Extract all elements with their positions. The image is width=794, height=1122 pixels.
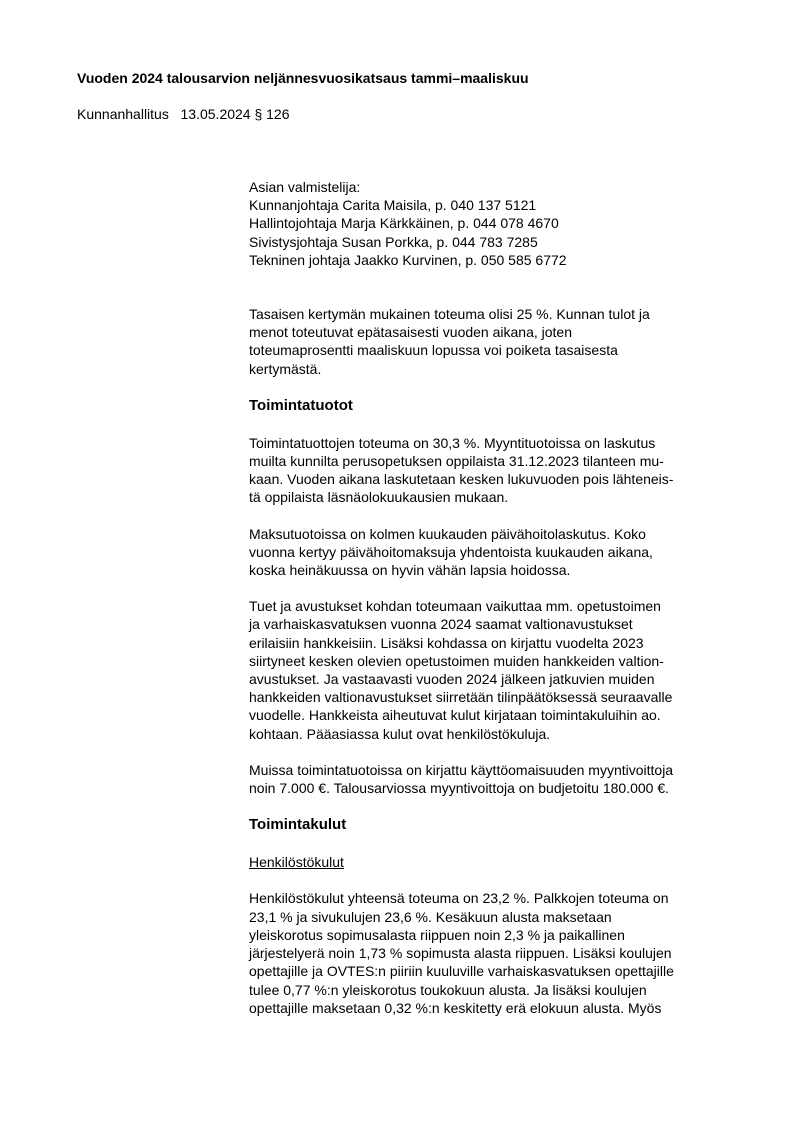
section-heading-toimintatuotot: Toimintatuotot (249, 396, 353, 414)
text-line: ja varhaiskasvatuksen vuonna 2024 saamat valtionavustukset (249, 616, 633, 633)
text-line: Muissa toimintatuotoissa on kirjattu käyttöomaisuuden myyntivoittoja (249, 761, 674, 778)
text-line: vuonna kertyy päivähoitomaksuja yhdentoista kuukauden aikana, (249, 543, 653, 560)
paragraph-henkilostokulut (249, 889, 737, 1016)
document-body (249, 178, 737, 1017)
preparer-entry: Tekninen johtaja Jaakko Kurvinen, p. 050 585 6772 (249, 251, 567, 268)
text-line: vuodelle. Hankkeista aiheutuvat kulut kirjataan toimintakuluihin ao. (249, 707, 661, 724)
text-line: yleiskorotus sopimusalasta riippuen noin 2,3 % ja paikallinen (249, 926, 625, 943)
text-line: Tasaisen kertymän mukainen toteuma olisi 25 %. Kunnan tulot ja (249, 306, 650, 323)
text-line: hankkeiden valtionavustukset siirretään tilinpäätöksessä seuraavalle (249, 689, 673, 706)
text-line: tulee 0,77 %:n yleiskorotus toukokuun alusta. Ja lisäksi koulujen (249, 981, 647, 998)
text-line: koska heinäkuussa on hyvin vähän lapsia hoidossa. (249, 562, 571, 579)
text-line: Henkilöstökulut yhteensä toteuma on 23,2 %. Palkkojen toteuma on (249, 890, 669, 907)
meeting-reference: Kunnanhallitus 13.05.2024 § 126 (77, 106, 290, 122)
preparers-label: Asian valmistelija: (249, 179, 361, 195)
text-line: Tuet ja avustukset kohdan toteumaan vaikuttaa mm. opetustoimen (249, 598, 661, 615)
paragraph-toimintatuotot-4 (249, 761, 737, 797)
intro-paragraph (249, 305, 737, 378)
subheading-text: Henkilöstökulut (249, 854, 344, 871)
text-line: toteumaprosentti maaliskuun lopussa voi poiketa tasaisesta (249, 342, 618, 359)
text-line: kaan. Vuoden aikana laskutetaan kesken lukuvuoden pois lähteneis- (249, 471, 674, 488)
text-line: avustukset. Ja vastaavasti vuoden 2024 jälkeen jatkuvien muiden (249, 671, 655, 688)
preparer-entry: Sivistysjohtaja Susan Porkka, p. 044 783 7285 (249, 233, 538, 250)
text-line: kertymästä. (249, 360, 322, 377)
paragraph-toimintatuotot-2 (249, 525, 737, 580)
text-line: opettajille ja OVTES:n piiriin kuuluville varhaiskasvatuksen opettajille (249, 963, 674, 980)
preparer-entry: Kunnanjohtaja Carita Maisila, p. 040 137 5121 (249, 197, 537, 214)
text-line: muilta kunnilta perusopetuksen oppilaista 31.12.2023 tilanteen mu- (249, 453, 664, 470)
paragraph-toimintatuotot-3 (249, 597, 737, 743)
text-line: järjestelyerä noin 1,73 % sopimusta alasta riippuen. Lisäksi koulujen (249, 945, 672, 962)
preparers-block (249, 178, 737, 269)
text-line: Maksutuotoissa on kolmen kuukauden päivähoitolaskutus. Koko (249, 525, 646, 542)
text-line: noin 7.000 €. Talousarviossa myyntivoittoja on budjetoitu 180.000 €. (249, 780, 670, 797)
document-title: Vuoden 2024 talousarvion neljännesvuosikatsaus tammi–maaliskuu (77, 70, 529, 86)
text-line: Toimintatuottojen toteuma on 30,3 %. Myyntituotoissa on laskutus (249, 434, 656, 451)
text-line: tä oppilaista läsnäolokuukausien mukaan. (249, 489, 509, 506)
section-heading-toimintakulut: Toimintakulut (249, 816, 347, 834)
text-line: erilaisiin hankkeisiin. Lisäksi kohdassa on kirjattu vuodelta 2023 (249, 634, 644, 651)
preparer-entry: Hallintojohtaja Marja Kärkkäinen, p. 044 078 4670 (249, 215, 559, 232)
text-line: kohtaan. Pääasiassa kulut ovat henkilöstökuluja. (249, 725, 551, 742)
text-line: opettajille maksetaan 0,32 %:n keskitetty erä elokuun alusta. Myös (249, 999, 662, 1016)
paragraph-toimintatuotot-1 (249, 434, 737, 507)
text-line: siirtyneet kesken olevien opetustoimen muiden hankkeiden valtion- (249, 652, 664, 669)
text-line: menot toteutuvat epätasaisesti vuoden aikana, joten (249, 324, 572, 341)
text-line: 23,1 % ja sivukulujen 23,6 %. Kesäkuun alusta maksetaan (249, 908, 612, 925)
subheading-henkilostokulut (249, 853, 737, 871)
